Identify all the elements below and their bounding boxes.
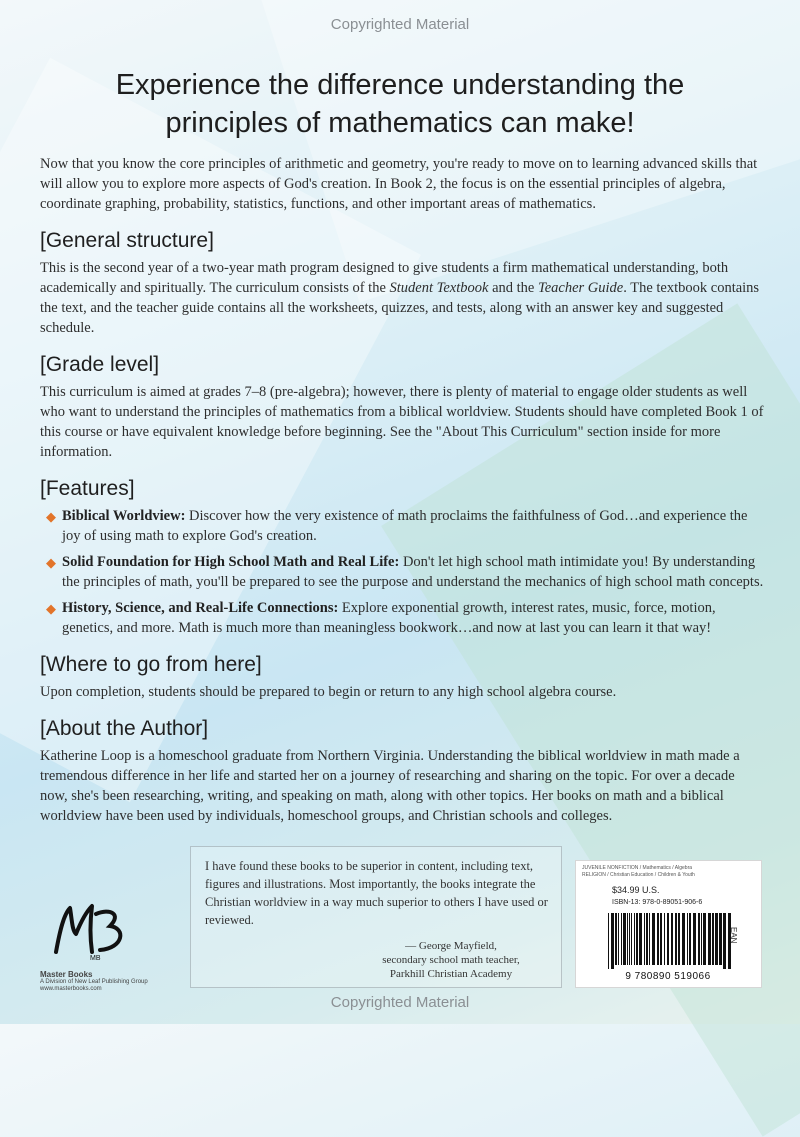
publisher-division: A Division of New Leaf Publishing Group	[40, 979, 148, 985]
testimonial-attribution	[351, 939, 551, 981]
barcode-bar	[693, 913, 696, 965]
publisher-url: www.masterbooks.com	[40, 986, 102, 992]
barcode-icon	[606, 913, 734, 969]
barcode-bar	[629, 913, 630, 965]
barcode-bar	[652, 913, 655, 965]
grade-level-text: This curriculum is aimed at grades 7–8 (pre-algebra); however, there is plenty of material to engage older students as well who want to understand the principles of mathematics from a biblical worldview. Students should have completed Book 1 of this course or have equivalent knowledge before beginning. See the "About This Curriculum" section inside for more information.	[40, 384, 764, 460]
general-structure-heading: [General structure]	[40, 229, 214, 252]
barcode-bar	[708, 913, 711, 965]
headline	[100, 66, 700, 142]
barcode-bar	[649, 913, 650, 965]
price-label: $34.99 U.S.	[612, 885, 660, 895]
barcode-bar	[675, 913, 677, 965]
intro-paragraph: Now that you know the core principles of arithmetic and geometry, you're ready to move on to learning advanced skills that will allow you to explore more aspects of God's creation. In Book 2, the focus is on the essential principles of algebra, coordinate graphing, probability, statistics, functions, and other important areas of mathematics.	[40, 156, 758, 212]
barcode-bar	[615, 913, 617, 965]
barcode-bar	[689, 913, 691, 965]
barcode-bar	[618, 913, 619, 965]
where-to-go-heading: [Where to go from here]	[40, 653, 262, 676]
feature-item: ◆ Biblical Worldview: Discover how the very existence of math proclaims the faithfulness of God…and experience the joy of using math to explore God's creation.	[46, 508, 748, 544]
grade-level-heading: [Grade level]	[40, 353, 160, 376]
features-list	[40, 506, 765, 638]
barcode-bar	[621, 913, 622, 965]
back-cover-content	[40, 154, 765, 826]
master-books-logo-icon	[50, 900, 130, 962]
barcode-bar	[701, 913, 702, 965]
barcode-bar	[664, 913, 665, 965]
barcode-bar	[671, 913, 673, 965]
publisher-logo	[40, 900, 150, 992]
barcode-bar	[657, 913, 659, 965]
barcode-bar	[698, 913, 700, 965]
testimonial-name: — George Mayfield,	[405, 940, 497, 952]
barcode-bar	[723, 913, 726, 969]
ean-number: 9 780890 519066	[625, 971, 711, 982]
general-structure-text: This is the second year of a two-year math program designed to give students a firm mathematical understanding, both academically and spiritually. The curriculum consists of the Student Textbook and the Teacher Guide. The textbook contains the text, and the teacher guide contains all the worksheets, quizzes, and tests, along with an answer key and suggested schedule.	[40, 260, 760, 336]
features-heading: [Features]	[40, 477, 135, 500]
diamond-bullet-icon: ◆	[46, 555, 56, 570]
about-author-text: Katherine Loop is a homeschool graduate from Northern Virginia. Understanding the biblical worldview in math made a tremendous difference in her life and started her on a journey of researching and sharing on the topic. For over a decade now, she's been researching, writing, and speaking on math, along with other topics. Her books on math and a biblical worldview have been used by individuals, homeschool groups, and Christian schools and colleges.	[40, 748, 740, 824]
testimonial-school: Parkhill Christian Academy	[389, 968, 513, 980]
barcode-bar	[712, 913, 714, 965]
headline-line-1: Experience the difference understanding the	[115, 69, 685, 101]
barcode-bar	[627, 913, 628, 965]
feature-item: ◆ Solid Foundation for High School Math and Real Life: Don't let high school math intimidate you! By understanding the principles of math, you'll be prepared to see the purpose and understand the mechanics of high school math concepts.	[46, 554, 764, 590]
barcode-bar	[644, 913, 645, 965]
barcode-bar	[611, 913, 614, 969]
barcode-bar	[682, 913, 685, 965]
logo-letters: MB	[90, 955, 101, 962]
barcode-bar	[608, 913, 609, 969]
copyright-notice-bottom: Copyrighted Material	[330, 994, 470, 1011]
diamond-bullet-icon: ◆	[46, 601, 56, 616]
barcode-bar	[660, 913, 662, 965]
barcode-bar	[703, 913, 706, 965]
barcode-bar	[631, 913, 632, 965]
barcode-panel	[575, 860, 762, 988]
publisher-name: Master Books	[40, 970, 93, 979]
barcode-bar	[636, 913, 638, 965]
bisac-category: JUVENILE NONFICTION / Mathematics / Algebra RELIGION / Christian Education / Children & Youth	[582, 865, 695, 878]
testimonial-box	[190, 846, 562, 988]
testimonial-text: I have found these books to be superior in content, including text, figures and illustrations. Most importantly, the books integrate the Christian worldview in a way much superior to others I have used or reviewed.	[205, 859, 548, 927]
barcode-bar	[687, 913, 688, 965]
diamond-bullet-icon: ◆	[46, 509, 56, 524]
barcode-bar	[715, 913, 718, 965]
barcode-bar	[623, 913, 626, 965]
copyright-notice-top: Copyrighted Material	[330, 16, 470, 33]
barcode-bar	[646, 913, 648, 965]
teacher-guide-title: Teacher Guide	[537, 280, 624, 296]
isbn-label: ISBN-13: 978-0-89051-906-6	[612, 899, 703, 906]
barcode-bar	[634, 913, 635, 965]
where-to-go-text: Upon completion, students should be prepared to begin or return to any high school algebra course.	[40, 684, 617, 700]
testimonial-role: secondary school math teacher,	[382, 954, 520, 966]
headline-line-2: principles of mathematics can make!	[165, 107, 635, 139]
barcode-bar	[667, 913, 669, 965]
ean-vertical-label: EAN	[729, 927, 738, 944]
student-textbook-title: Student Textbook	[389, 280, 489, 296]
barcode-bar	[719, 913, 722, 965]
publisher-info	[40, 970, 150, 993]
barcode-bar	[678, 913, 680, 965]
feature-item: ◆ History, Science, and Real-Life Connections: Explore exponential growth, interest rates, music, force, motion, genetics, and more. Math is much more than meaningless bookwork…and now at last you can learn it that way!	[46, 600, 716, 636]
about-author-heading: [About the Author]	[40, 717, 209, 740]
barcode-bar	[639, 913, 642, 965]
